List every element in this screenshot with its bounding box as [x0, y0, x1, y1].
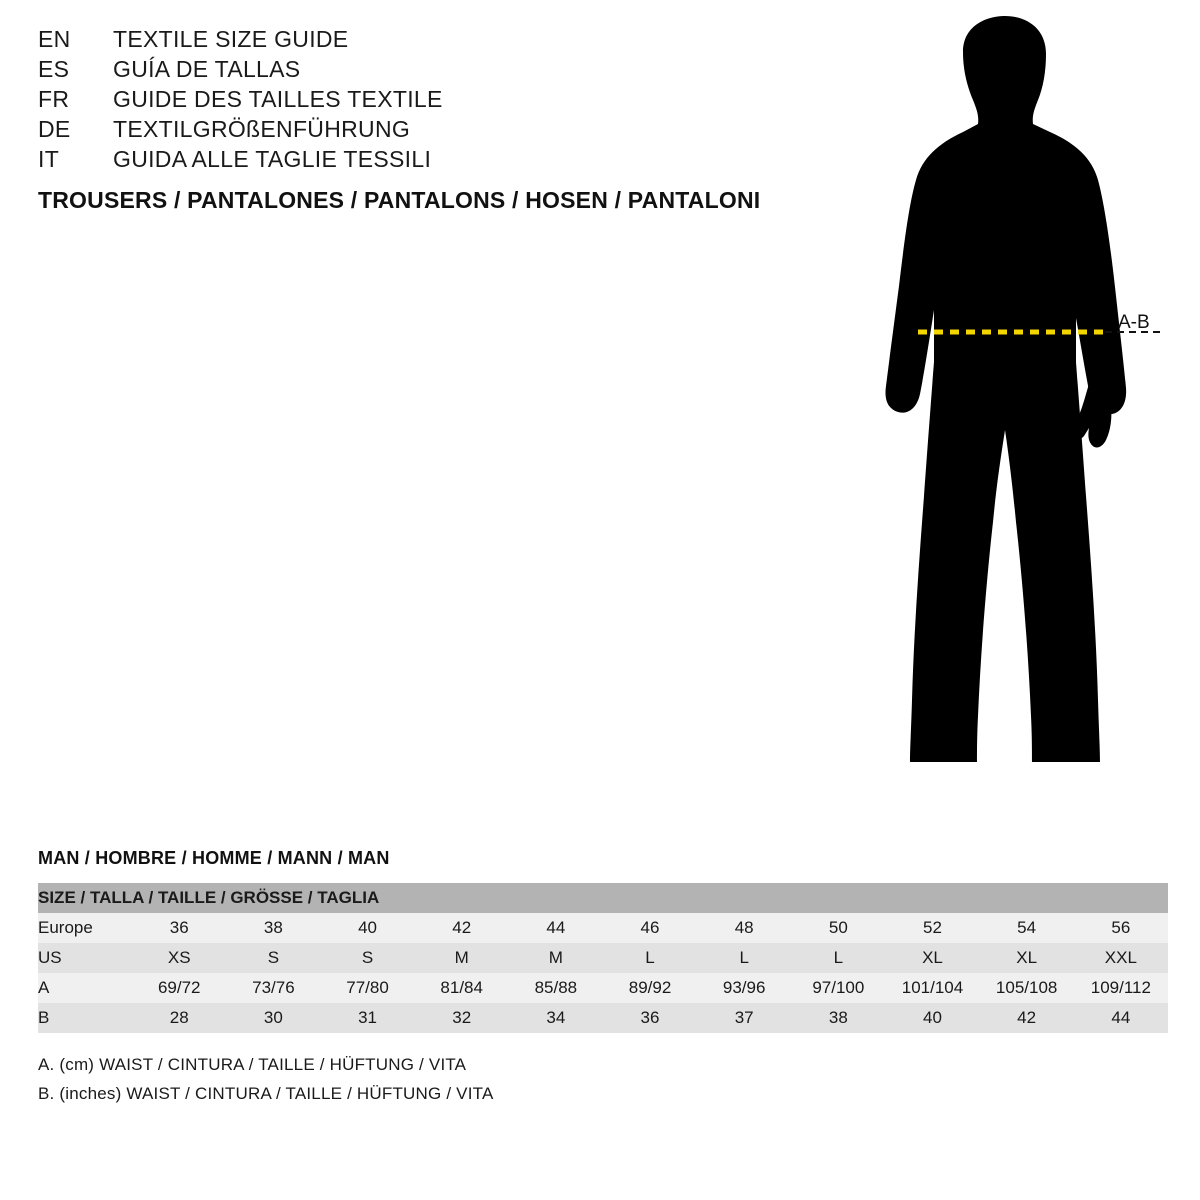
cell-a-8: 101/104 — [885, 973, 979, 1003]
cell-a-0: 69/72 — [132, 973, 226, 1003]
title-text-es: GUÍA DE TALLAS — [113, 56, 301, 82]
title-block — [38, 26, 798, 214]
language-code-it: IT — [38, 146, 60, 172]
cell-b-5: 36 — [603, 1003, 697, 1033]
cell-b-6: 37 — [697, 1003, 791, 1033]
title-row-fr — [38, 86, 798, 113]
cell-a-10: 109/112 — [1074, 973, 1168, 1003]
cell-us-9: XL — [980, 943, 1074, 973]
cell-b-4: 34 — [509, 1003, 603, 1033]
garment-type-line: TROUSERS / PANTALONES / PANTALONS / HOSEN / PANTALONI — [38, 187, 761, 213]
cell-b-7: 38 — [791, 1003, 885, 1033]
title-text-en: TEXTILE SIZE GUIDE — [113, 26, 349, 52]
size-table-section — [38, 848, 1168, 1113]
title-row-es — [38, 56, 798, 83]
cell-europe-1: 38 — [226, 913, 320, 943]
cell-b-9: 42 — [980, 1003, 1074, 1033]
table-header-label: SIZE / TALLA / TAILLE / GRÖSSE / TAGLIA — [38, 883, 1168, 913]
cell-a-7: 97/100 — [791, 973, 885, 1003]
table-row — [38, 943, 1168, 973]
cell-b-3: 32 — [415, 1003, 509, 1033]
language-code-en: EN — [38, 26, 71, 52]
cell-us-2: S — [320, 943, 414, 973]
cell-b-10: 44 — [1074, 1003, 1168, 1033]
cell-us-7: L — [791, 943, 885, 973]
cell-europe-8: 52 — [885, 913, 979, 943]
cell-europe-5: 46 — [603, 913, 697, 943]
title-row-it — [38, 146, 798, 173]
cell-b-8: 40 — [885, 1003, 979, 1033]
cell-a-1: 73/76 — [226, 973, 320, 1003]
language-code-fr: FR — [38, 86, 70, 112]
gender-label: MAN / HOMBRE / HOMME / MANN / MAN — [38, 848, 390, 868]
cell-a-3: 81/84 — [415, 973, 509, 1003]
cell-us-1: S — [226, 943, 320, 973]
cell-europe-3: 42 — [415, 913, 509, 943]
cell-europe-2: 40 — [320, 913, 414, 943]
title-text-de: TEXTILGRÖßENFÜHRUNG — [113, 116, 411, 142]
cell-a-9: 105/108 — [980, 973, 1074, 1003]
size-table — [38, 883, 1168, 1033]
cell-us-8: XL — [885, 943, 979, 973]
language-code-de: DE — [38, 116, 71, 142]
cell-europe-6: 48 — [697, 913, 791, 943]
cell-us-4: M — [509, 943, 603, 973]
row-label-a: A — [38, 973, 132, 1003]
cell-us-5: L — [603, 943, 697, 973]
cell-europe-0: 36 — [132, 913, 226, 943]
cell-a-4: 85/88 — [509, 973, 603, 1003]
footnote-a: A. (cm) WAIST / CINTURA / TAILLE / HÜFTUNG / VITA — [38, 1055, 467, 1074]
cell-europe-4: 44 — [509, 913, 603, 943]
cell-europe-10: 56 — [1074, 913, 1168, 943]
cell-a-2: 77/80 — [320, 973, 414, 1003]
cell-europe-9: 54 — [980, 913, 1074, 943]
language-code-es: ES — [38, 56, 70, 82]
cell-b-1: 30 — [226, 1003, 320, 1033]
measure-label-ab: A-B — [1118, 312, 1150, 333]
table-header-row — [38, 883, 1168, 913]
title-row-de — [38, 116, 798, 143]
cell-us-10: XXL — [1074, 943, 1168, 973]
footnote-b: B. (inches) WAIST / CINTURA / TAILLE / HÜFTUNG / VITA — [38, 1084, 494, 1103]
row-label-us: US — [38, 943, 132, 973]
cell-us-0: XS — [132, 943, 226, 973]
footnotes — [38, 1055, 1168, 1104]
title-text-fr: GUIDE DES TAILLES TEXTILE — [113, 86, 443, 112]
table-row — [38, 973, 1168, 1003]
figure-area — [800, 10, 1200, 810]
row-label-b: B — [38, 1003, 132, 1033]
man-silhouette-icon — [800, 10, 1200, 810]
row-label-europe: Europe — [38, 913, 132, 943]
title-row-en — [38, 26, 798, 53]
title-text-it: GUIDA ALLE TAGLIE TESSILI — [113, 146, 432, 172]
cell-europe-7: 50 — [791, 913, 885, 943]
cell-b-0: 28 — [132, 1003, 226, 1033]
table-row — [38, 1003, 1168, 1033]
table-row — [38, 913, 1168, 943]
cell-a-6: 93/96 — [697, 973, 791, 1003]
cell-us-3: M — [415, 943, 509, 973]
cell-us-6: L — [697, 943, 791, 973]
cell-a-5: 89/92 — [603, 973, 697, 1003]
cell-b-2: 31 — [320, 1003, 414, 1033]
